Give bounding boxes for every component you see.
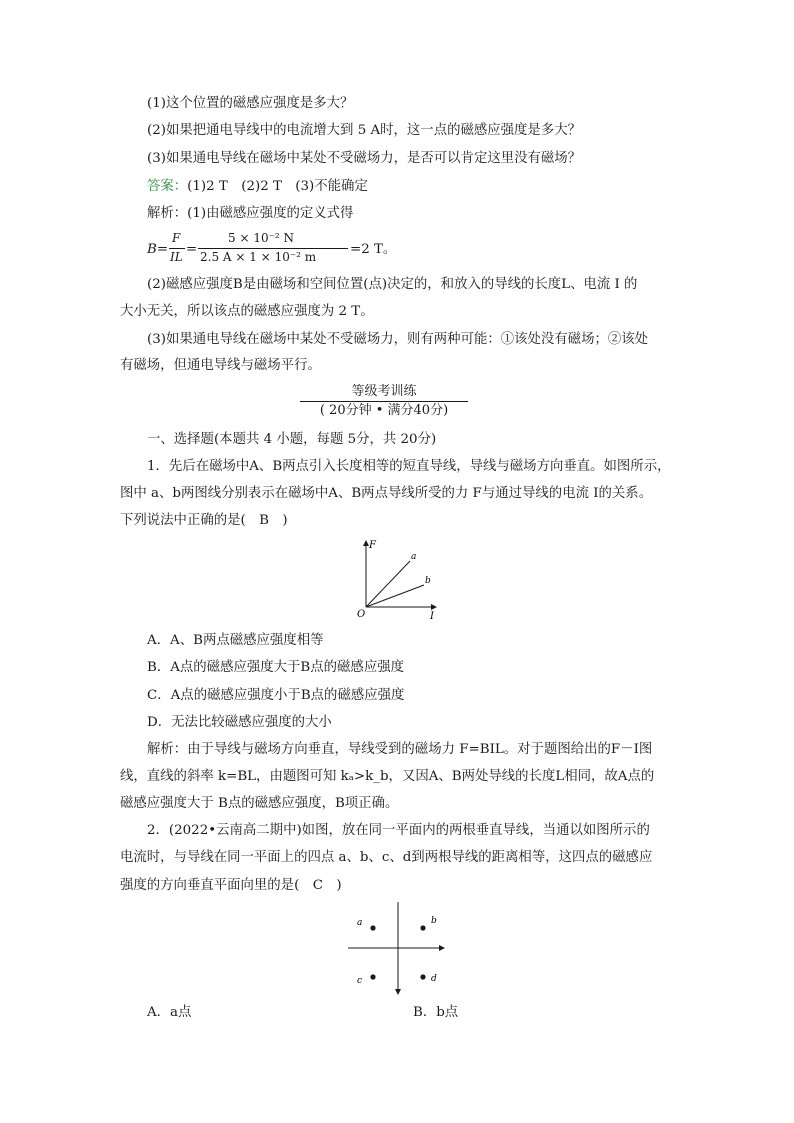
label-a: a [357, 918, 363, 928]
line-b-label: b [425, 576, 431, 586]
q1-line3: 下列说法中正确的是( B ) [120, 513, 288, 528]
question-part-3: (3)如果通电导线在磁场中某处不受磁场力，是否可以肯定这里没有磁场？ [147, 151, 582, 166]
q2-line2: 电流时，与导线在同一平面上的四点 a、b、c、d到两根导线的距离相等，这四点的磁感应 [120, 850, 653, 865]
label-d: d [431, 974, 437, 984]
q2-option-b: B．b点 [413, 1005, 459, 1020]
q2-line1: 2．(2022•云南高二期中)如图，放在同一平面内的两根垂直导线，当通以如图所示的 [147, 823, 650, 838]
formula-result: =2 T。 [350, 242, 397, 257]
label-c: c [357, 976, 363, 986]
formula-denominator: 2.5 A × 1 × 10⁻² m [200, 250, 317, 264]
formula-bar-small [169, 248, 185, 249]
answer-label: 答案： [147, 179, 188, 194]
q1-option-b: B．A点的磁感应强度大于B点的磁感应强度 [147, 660, 404, 675]
point-d [420, 974, 425, 979]
q1-option-a: A．A、B两点磁感应强度相等 [147, 633, 324, 648]
question-part-1: (1)这个位置的磁感应强度是多大？ [147, 96, 354, 111]
formula-lhs: B= [147, 242, 169, 257]
formula-f-denominator: IL [170, 250, 183, 264]
q1-line2: 图中 a、b两图线分别表示在磁场中A、B两点导线所受的力 F与通过导线的电流 I的关系。 [120, 486, 653, 501]
q2-figure [340, 900, 450, 998]
label-b: b [431, 916, 437, 926]
y-axis-label: F [369, 540, 376, 551]
formula-bar-main [198, 248, 348, 249]
q2-line3: 强度的方向垂直平面向里的是( C ) [120, 878, 342, 893]
analysis-p3-line1: (3)如果通电导线在磁场中某处不受磁场力，则有两种可能：①该处没有磁场；②该处 [147, 332, 649, 347]
answer-line [147, 178, 368, 196]
analysis-p2-line1: (2)磁感应强度B是由磁场和空间位置(点)决定的，和放入的导线的长度L、电流 I 的 [147, 277, 638, 292]
q1-option-c: C．A点的磁感应强度小于B点的磁感应强度 [147, 688, 405, 703]
formula-f-numerator: F [172, 231, 181, 245]
origin-label: O [357, 609, 366, 620]
q1-graph [350, 535, 450, 625]
q1-analysis-line1: 解析：由于导线与磁场方向垂直，导线受到的磁场力 F=BIL。对于题图给出的F－I图 [147, 742, 653, 757]
question-part-2: (2)如果把通电导线中的电流增大到 5 A时，这一点的磁感应强度是多大？ [147, 123, 581, 138]
q1-line1: 1．先后在磁场中A、B两点引入长度相等的短直导线，导线与磁场方向垂直。如图所示， [147, 459, 671, 474]
q2-option-a: A．a点 [147, 1005, 192, 1020]
section-subtitle: ( 20分钟 • 满分40分) [319, 403, 449, 418]
graph-line-a [366, 561, 410, 607]
point-c [370, 974, 375, 979]
point-a [370, 925, 375, 930]
section-title: 等级考训练 [300, 383, 468, 402]
line-a-label: a [411, 552, 417, 562]
analysis-p3-line2: 有磁场，但通电导线与磁场平行。 [120, 358, 321, 373]
analysis-p2-line2: 大小无关，所以该点的磁感应强度为 2 T。 [120, 304, 374, 319]
point-b [420, 925, 425, 930]
graph-line-b [366, 585, 424, 607]
q1-analysis-line2: 线，直线的斜率 k=BL，由题图可知 kₐ>k_b，又因A、B两处导线的长度L相同，故A点的 [120, 769, 655, 784]
formula-equals: = [186, 242, 198, 257]
part-heading: 一、选择题(本题共 4 小题，每题 5分，共 20分) [147, 432, 437, 447]
answer-text: (1)2 T (2)2 T (3)不能确定 [187, 179, 368, 194]
q1-option-d: D．无法比较磁感应强度的大小 [147, 715, 332, 730]
q1-analysis-line3: 磁感应强度大于 B点的磁感应强度，B项正确。 [120, 796, 399, 811]
analysis-intro: 解析：(1)由磁感应强度的定义式得 [147, 206, 354, 221]
formula-numerator: 5 × 10⁻² N [228, 231, 295, 245]
x-axis-label: I [430, 611, 434, 622]
section-heading [300, 383, 468, 419]
